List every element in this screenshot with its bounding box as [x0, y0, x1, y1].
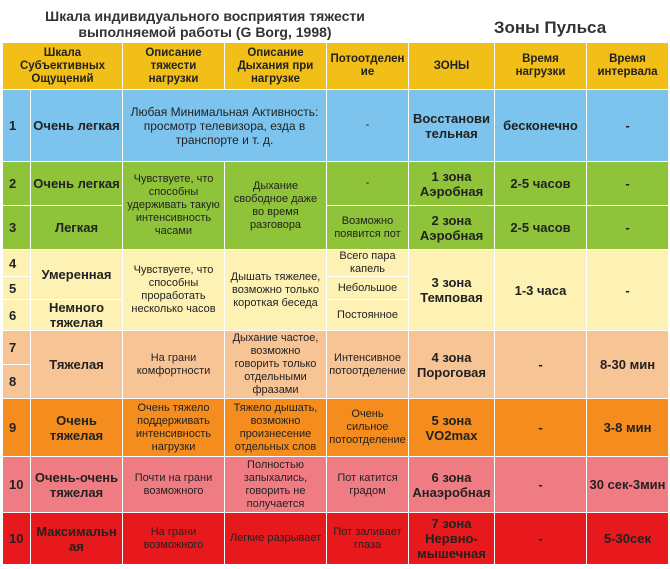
- level-name: Максимальн ая: [31, 513, 123, 565]
- zone-cell: 7 зона Нервно-мышечная: [409, 513, 495, 565]
- level-name: Очень-очень тяжелая: [31, 457, 123, 513]
- load-time-cell: -: [495, 513, 587, 565]
- level-number: 9: [3, 399, 31, 457]
- sweat-cell: -: [327, 162, 409, 206]
- header-zones: ЗОНЫ: [409, 43, 495, 90]
- header-sweat: Потоотделен ие: [327, 43, 409, 90]
- load-description: Очень тяжело поддерживать интенсивность нагрузки: [123, 399, 225, 457]
- level-number: 6: [3, 300, 31, 331]
- zone-cell: 3 зона Темповая: [409, 250, 495, 331]
- table-row: [3, 250, 669, 277]
- sweat-cell: Пот заливает глаза: [327, 513, 409, 565]
- header-scale: Шкала Субъективных Ощущений: [3, 43, 123, 90]
- table-row: [3, 90, 669, 162]
- level-name: Тяжелая: [31, 331, 123, 399]
- borg-scale-table: [2, 42, 669, 565]
- zones-title: Зоны Пульса: [493, 18, 607, 37]
- load-time-cell: 2-5 часов: [495, 162, 587, 206]
- level-name: Умеренная: [31, 250, 123, 300]
- breath-description: Дышать тяжелее, возможно только короткая беседа: [225, 250, 327, 331]
- breath-description: Тяжело дышать, возможно произнесение отдельных слов: [225, 399, 327, 457]
- zone-cell: 2 зона Аэробная: [409, 206, 495, 250]
- level-name: Немного тяжелая: [31, 300, 123, 331]
- zone-cell: 6 зона Анаэробная: [409, 457, 495, 513]
- breath-description: Дыхание частое, возможно говорить только отдельными фразами: [225, 331, 327, 399]
- level-name: Очень тяжелая: [31, 399, 123, 457]
- zone-cell: Восстанови тельная: [409, 90, 495, 162]
- sweat-cell: Очень сильное потоотделение: [327, 399, 409, 457]
- level-number: 7: [3, 331, 31, 365]
- table-row: [3, 513, 669, 565]
- sweat-cell: Пот катится градом: [327, 457, 409, 513]
- level-number: 5: [3, 277, 31, 300]
- table-title: Шкала индивидуального восприятия тяжести выполняемой работы (G Borg, 1998): [45, 8, 365, 40]
- breath-description: Дыхание свободное даже во время разговора: [225, 162, 327, 250]
- load-description: На грани возможного: [123, 513, 225, 565]
- table-row: [3, 331, 669, 365]
- sweat-cell: Возможно появится пот: [327, 206, 409, 250]
- header-load: Описание тяжести нагрузки: [123, 43, 225, 90]
- zone-cell: 5 зона VO2max: [409, 399, 495, 457]
- interval-cell: 8-30 мин: [587, 331, 669, 399]
- table-row: [3, 206, 669, 250]
- table-header-row: [3, 43, 669, 90]
- level-description: Любая Минимальная Активность: просмотр телевизора, езда в транспорте и т. д.: [123, 90, 327, 162]
- load-description: На грани комфортности: [123, 331, 225, 399]
- load-time-cell: -: [495, 457, 587, 513]
- level-name: Очень легкая: [31, 90, 123, 162]
- header-interval: Время интервала: [587, 43, 669, 90]
- load-time-cell: -: [495, 399, 587, 457]
- interval-cell: -: [587, 206, 669, 250]
- table-row: [3, 457, 669, 513]
- level-number: 4: [3, 250, 31, 277]
- interval-cell: -: [587, 90, 669, 162]
- level-number: 10: [3, 457, 31, 513]
- zone-cell: 4 зона Пороговая: [409, 331, 495, 399]
- level-name: Легкая: [31, 206, 123, 250]
- table-row: [3, 162, 669, 206]
- header-time: Время нагрузки: [495, 43, 587, 90]
- sweat-cell: Интенсивное потоотделение: [327, 331, 409, 399]
- header-breath: Описание Дыхания при нагрузке: [225, 43, 327, 90]
- sweat-cell: Небольшое: [327, 277, 409, 300]
- interval-cell: 5-30сек: [587, 513, 669, 565]
- level-number: 3: [3, 206, 31, 250]
- interval-cell: -: [587, 162, 669, 206]
- load-description: Чувствуете, что способны проработать несколько часов: [123, 250, 225, 331]
- load-time-cell: -: [495, 331, 587, 399]
- level-number: 2: [3, 162, 31, 206]
- load-description: Чувствуете, что способны удерживать такую интенсивность часами: [123, 162, 225, 250]
- interval-cell: 3-8 мин: [587, 399, 669, 457]
- zone-cell: 1 зона Аэробная: [409, 162, 495, 206]
- breath-description: Легкие разрывает: [225, 513, 327, 565]
- level-number: 10: [3, 513, 31, 565]
- sweat-cell: -: [327, 90, 409, 162]
- level-name: Очень легкая: [31, 162, 123, 206]
- interval-cell: -: [587, 250, 669, 331]
- level-number: 1: [3, 90, 31, 162]
- level-number: 8: [3, 365, 31, 399]
- load-time-cell: 2-5 часов: [495, 206, 587, 250]
- sweat-cell: Всего пара капель: [327, 250, 409, 277]
- load-time-cell: 1-3 часа: [495, 250, 587, 331]
- breath-description: Полностью запыхались, говорить не получается: [225, 457, 327, 513]
- table-row: [3, 399, 669, 457]
- interval-cell: 30 сек-3мин: [587, 457, 669, 513]
- sweat-cell: Постоянное: [327, 300, 409, 331]
- load-description: Почти на грани возможного: [123, 457, 225, 513]
- load-time-cell: бесконечно: [495, 90, 587, 162]
